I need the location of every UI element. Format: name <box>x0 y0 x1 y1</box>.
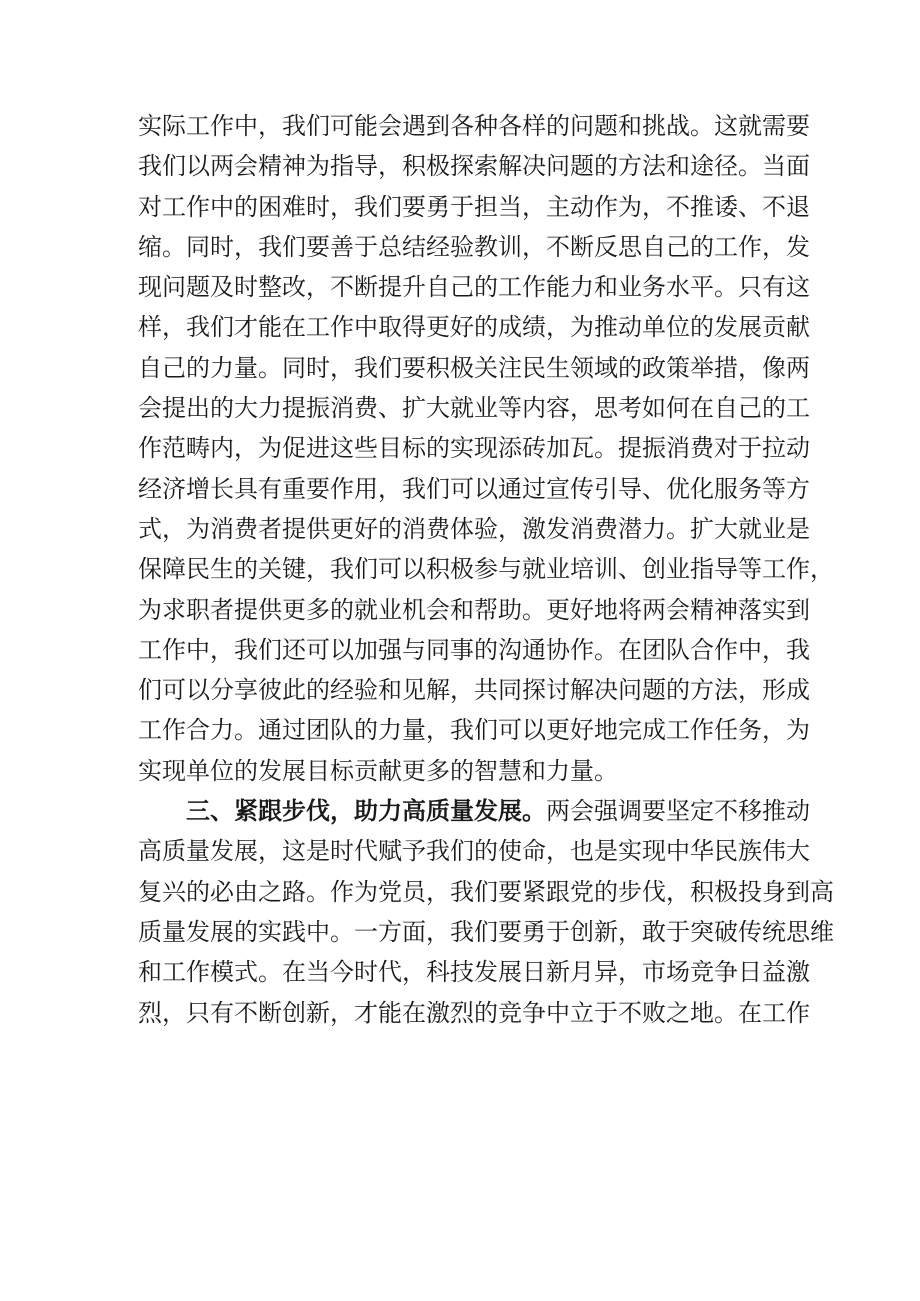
text-line: 工作合力。通过团队的力量，我们可以更好地完成工作任务，为 <box>138 716 810 745</box>
text-line <box>138 791 810 831</box>
text-line: 们可以分享彼此的经验和见解，共同探讨解决问题的方法，形成 <box>138 676 810 705</box>
text-line: 缩。同时，我们要善于总结经验教训，不断反思自己的工作，发 <box>138 232 810 261</box>
paragraph-2 <box>138 791 834 1033</box>
text-line: 经济增长具有重要作用，我们可以通过宣传引导、优化服务等方 <box>138 474 810 503</box>
heading-line-rest: 两会强调要坚定不移推动 <box>546 797 810 826</box>
text-line: 复兴的必由之路。作为党员，我们要紧跟党的步伐，积极投身到高 <box>138 877 834 906</box>
paragraph-1 <box>138 106 834 791</box>
text-line: 高质量发展，这是时代赋予我们的使命，也是实现中华民族伟大 <box>138 837 810 866</box>
text-line: 对工作中的困难时，我们要勇于担当，主动作为，不推诿、不退 <box>138 192 810 221</box>
text-line: 样，我们才能在工作中取得更好的成绩，为推动单位的发展贡献 <box>138 313 810 342</box>
text-line: 我们以两会精神为指导，积极探索解决问题的方法和途径。当面 <box>138 152 810 181</box>
text-line: 烈，只有不断创新，才能在激烈的竞争中立于不败之地。在工作 <box>138 998 810 1027</box>
text-line: 现问题及时整改，不断提升自己的工作能力和业务水平。只有这 <box>138 273 810 302</box>
document-body <box>138 106 834 1033</box>
text-line: 式，为消费者提供更好的消费体验，激发消费潜力。扩大就业是 <box>138 514 810 543</box>
text-line: 和工作模式。在当今时代，科技发展日新月异，市场竞争日益激 <box>138 958 810 987</box>
text-line: 质量发展的实践中。一方面，我们要勇于创新，敢于突破传统思维 <box>138 917 834 946</box>
text-line: 保障民生的关键，我们可以积极参与就业培训、创业指导等工作， <box>138 555 834 584</box>
text-line: 作范畴内，为促进这些目标的实现添砖加瓦。提振消费对于拉动 <box>138 434 810 463</box>
text-line: 为求职者提供更多的就业机会和帮助。更好地将两会精神落实到 <box>138 595 810 624</box>
text-line: 会提出的大力提振消费、扩大就业等内容，思考如何在自己的工 <box>138 394 810 423</box>
text-line: 实现单位的发展目标贡献更多的智慧和力量。 <box>138 756 618 785</box>
text-line: 实际工作中，我们可能会遇到各种各样的问题和挑战。这就需要 <box>138 112 810 140</box>
section-heading: 三、紧跟步伐，助力高质量发展。 <box>186 796 546 826</box>
text-line: 自己的力量。同时，我们要积极关注民生领域的政策举措，像两 <box>138 353 810 382</box>
text-line: 工作中，我们还可以加强与同事的沟通协作。在团队合作中，我 <box>138 635 810 664</box>
